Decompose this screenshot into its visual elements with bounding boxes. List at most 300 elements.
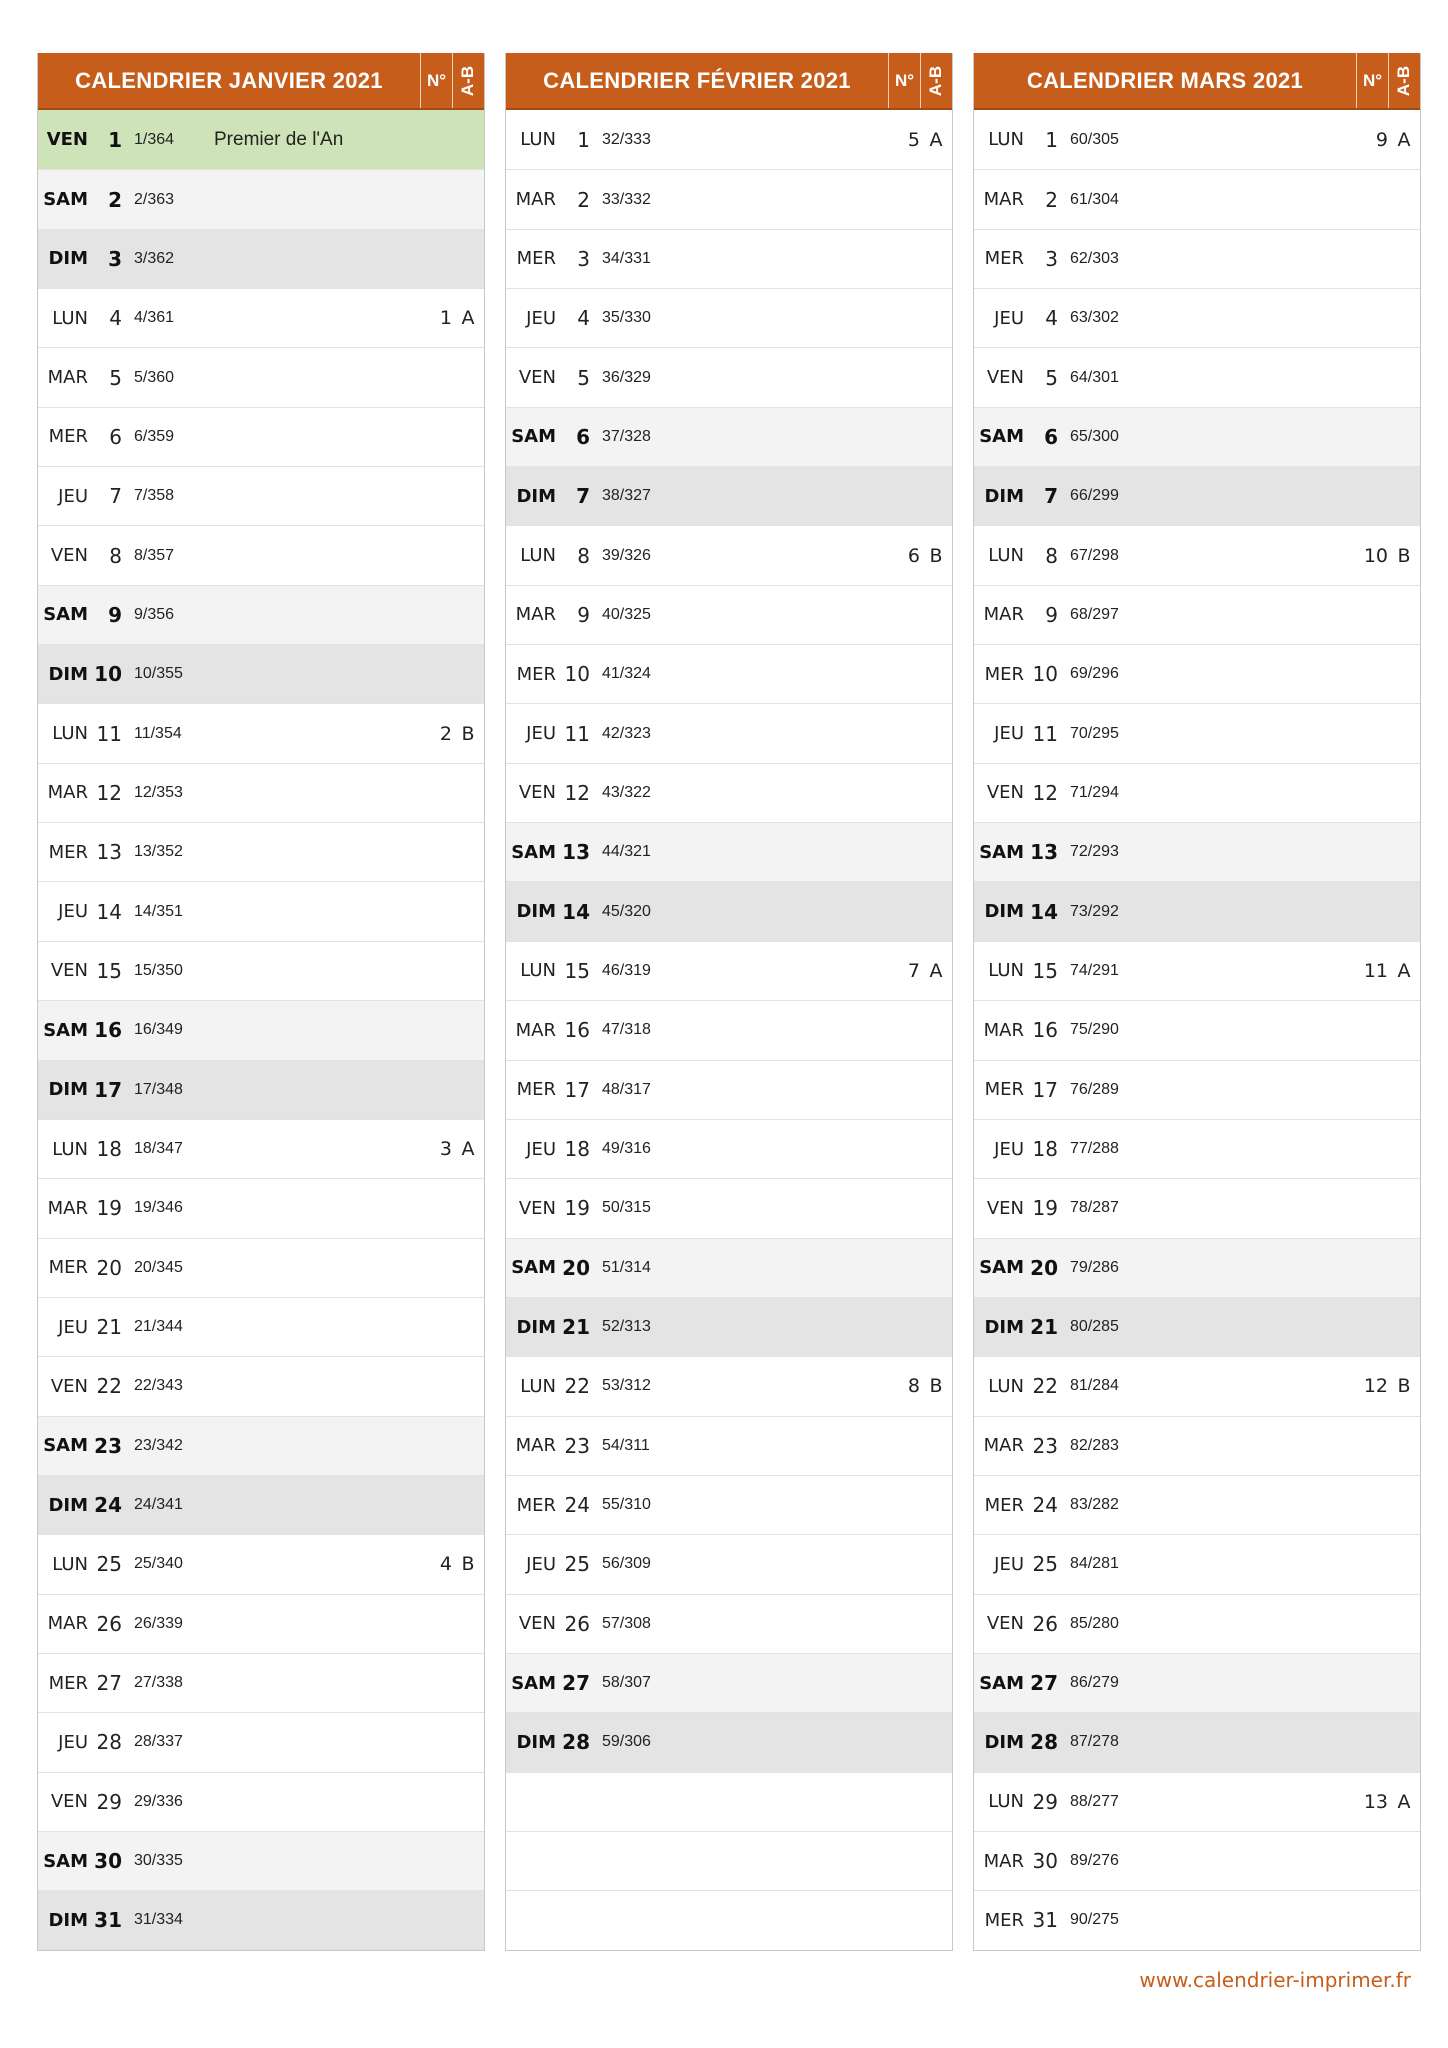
week-number: 12 [1363,1375,1388,1398]
day-row [506,1356,952,1415]
day-number: 16 [1032,1018,1058,1043]
week-ab-label: A [1397,959,1411,982]
day-number: 7 [576,484,590,509]
day-number: 20 [562,1255,590,1280]
day-of-year: 24/341 [134,1496,183,1514]
day-number: 25 [1032,1552,1058,1577]
day-of-year: 16/349 [134,1021,183,1039]
day-number: 9 [577,602,590,627]
day-row [974,703,1420,762]
weekday-label: SAM [43,604,88,626]
day-number: 22 [1032,1374,1058,1399]
day-row [974,1831,1420,1890]
weekday-label: VEN [986,782,1024,804]
day-of-year: 1/364 [134,130,175,148]
day-number: 11 [564,721,590,746]
day-of-year: 14/351 [134,902,183,920]
day-of-year: 29/336 [134,1792,183,1810]
day-number: 2 [1045,187,1058,212]
day-row [974,585,1420,644]
weekday-label: DIM [48,663,88,685]
day-number: 27 [562,1671,590,1696]
weekday-label: MAR [47,782,88,804]
weekday-label: LUN [520,129,556,151]
empty-day-row [506,1831,952,1890]
day-row [38,644,484,703]
day-of-year: 6/359 [134,427,175,445]
day-of-year: 43/322 [602,783,651,801]
day-of-year: 78/287 [1070,1199,1119,1217]
weekday-label: LUN [988,960,1024,982]
day-number: 11 [96,721,122,746]
week-number: 1 [439,307,452,330]
weekday-label: MER [48,841,88,863]
day-number: 17 [94,1077,122,1102]
weekday-label: LUN [520,545,556,567]
day-of-year: 39/326 [602,546,651,564]
weekday-label: DIM [516,485,556,507]
day-of-year: 46/319 [602,961,651,979]
weekday-label: SAM [511,1672,556,1694]
weekday-label: DIM [984,901,1024,923]
day-number: 10 [94,662,122,687]
day-number: 27 [96,1671,122,1696]
weekday-label: MAR [47,367,88,389]
weekday-label: SAM [511,1257,556,1279]
day-row [38,525,484,584]
week-number: 8 [907,1375,920,1398]
day-of-year: 19/346 [134,1199,183,1217]
weekday-label: SAM [43,1019,88,1041]
weekday-label: LUN [52,723,88,745]
day-row [974,1475,1420,1534]
day-row [506,110,952,169]
day-number: 2 [108,187,122,212]
day-row [506,229,952,288]
day-row [974,1416,1420,1475]
day-of-year: 8/357 [134,546,175,564]
day-of-year: 66/299 [1070,487,1119,505]
day-number: 21 [96,1315,122,1340]
weekday-label: LUN [988,1791,1024,1813]
day-number: 20 [1030,1255,1058,1280]
weekday-label: MAR [515,604,556,626]
day-of-year: 17/348 [134,1080,183,1098]
day-row [506,1712,952,1771]
day-number: 12 [96,780,122,805]
day-of-year: 4/361 [134,309,175,327]
month-body [38,110,484,1950]
month-header [506,53,952,110]
week-ab-label: B [929,544,943,567]
weekday-label: JEU [526,307,556,329]
weekday-label: MER [984,248,1024,270]
month-header [974,53,1420,110]
day-of-year: 59/306 [602,1733,651,1751]
weekday-label: LUN [988,545,1024,567]
day-number: 23 [94,1433,122,1458]
day-of-year: 63/302 [1070,309,1119,327]
weekday-label: MER [984,663,1024,685]
day-number: 28 [1030,1730,1058,1755]
day-of-year: 81/284 [1070,1377,1119,1395]
day-row [974,525,1420,584]
weekday-label: JEU [526,1553,556,1575]
day-number: 8 [577,543,590,568]
day-of-year: 58/307 [602,1674,651,1692]
day-of-year: 71/294 [1070,783,1119,801]
day-number: 14 [1030,899,1058,924]
day-row [38,407,484,466]
day-number: 4 [577,306,590,331]
week-ab-label: B [929,1375,943,1398]
day-of-year: 21/344 [134,1318,183,1336]
day-of-year: 36/329 [602,368,651,386]
weekday-label: VEN [518,1197,556,1219]
day-row [506,288,952,347]
day-number: 10 [1032,662,1058,687]
week-number: 11 [1363,959,1388,982]
week-number-column-header: N° [888,53,920,108]
weekday-label: JEU [58,901,88,923]
weekday-label: MER [516,663,556,685]
day-number: 26 [564,1611,590,1636]
day-number: 17 [1032,1077,1058,1102]
day-number: 5 [577,365,590,390]
day-number: 12 [1032,780,1058,805]
day-row [506,1060,952,1119]
day-number: 26 [1032,1611,1058,1636]
day-row [974,466,1420,525]
day-number: 6 [576,424,590,449]
month-title: CALENDRIER MARS 2021 [1026,67,1304,93]
website-footer[interactable]: www.calendrier-imprimer.fr [1139,1968,1411,1992]
weekday-label: MAR [515,1019,556,1041]
day-row [38,881,484,940]
day-number: 4 [1045,306,1058,331]
day-of-year: 18/347 [134,1140,183,1158]
weekday-label: VEN [986,1197,1024,1219]
day-row [38,585,484,644]
weekday-label: DIM [48,1909,88,1931]
day-number: 6 [1044,424,1058,449]
day-number: 24 [564,1493,590,1518]
weekday-label: MAR [47,1197,88,1219]
day-row [506,585,952,644]
week-ab-label: A [1397,128,1411,151]
week-number: 4 [439,1553,452,1576]
day-of-year: 73/292 [1070,902,1119,920]
day-row [974,1890,1420,1949]
day-number: 14 [562,899,590,924]
weekday-label: DIM [48,1494,88,1516]
day-of-year: 13/352 [134,843,183,861]
event-label: Premier de l'An [214,128,344,150]
weekday-label: SAM [511,841,556,863]
weekday-label: DIM [48,1079,88,1101]
week-ab-label: A [929,959,943,982]
day-number: 25 [564,1552,590,1577]
weekday-label: MER [48,426,88,448]
day-row [38,1712,484,1771]
weekday-label: JEU [58,1731,88,1753]
day-number: 22 [96,1374,122,1399]
weekday-label: MAR [983,1019,1024,1041]
day-number: 25 [96,1552,122,1577]
day-number: 1 [108,127,122,152]
weekday-label: JEU [526,723,556,745]
day-row [38,1297,484,1356]
weekday-label: VEN [50,545,88,567]
weekday-label: LUN [52,307,88,329]
day-number: 28 [96,1730,122,1755]
day-number: 4 [109,306,122,331]
day-number: 19 [564,1196,590,1221]
day-row [506,1534,952,1593]
day-number: 31 [94,1908,122,1933]
day-of-year: 38/327 [602,487,651,505]
day-number: 13 [562,840,590,865]
day-of-year: 2/363 [134,190,175,208]
day-of-year: 34/331 [602,249,651,267]
weekday-label: DIM [984,1316,1024,1338]
weekday-label: LUN [52,1138,88,1160]
weekday-label: LUN [52,1553,88,1575]
weekday-label: DIM [516,1731,556,1753]
day-of-year: 42/323 [602,724,651,742]
empty-day-row [506,1890,952,1949]
weekday-label: JEU [994,307,1024,329]
weekday-label: SAM [43,1850,88,1872]
day-row [506,169,952,228]
day-row [38,1653,484,1712]
day-row [506,1416,952,1475]
day-row [506,941,952,1000]
weekday-label: SAM [511,426,556,448]
day-of-year: 80/285 [1070,1318,1119,1336]
week-number: 2 [439,722,452,745]
day-row [38,1890,484,1949]
day-number: 23 [1032,1433,1058,1458]
week-number: 7 [907,959,920,982]
day-number: 17 [564,1077,590,1102]
weekday-label: VEN [50,960,88,982]
weekday-label: DIM [48,248,88,270]
day-of-year: 54/311 [602,1436,650,1454]
day-row [506,407,952,466]
day-number: 16 [94,1018,122,1043]
day-of-year: 61/304 [1070,190,1119,208]
day-row [38,169,484,228]
weekday-label: DIM [984,1731,1024,1753]
day-row [38,1178,484,1237]
day-row [974,229,1420,288]
day-number: 5 [1045,365,1058,390]
day-of-year: 22/343 [134,1377,183,1395]
day-of-year: 31/334 [134,1911,183,1929]
weekday-label: JEU [58,1316,88,1338]
day-number: 24 [1032,1493,1058,1518]
day-of-year: 44/321 [602,843,651,861]
day-of-year: 55/310 [602,1496,651,1514]
day-row [38,1238,484,1297]
week-ab-column-header: A-B [920,53,952,108]
day-number: 19 [96,1196,122,1221]
day-of-year: 72/293 [1070,843,1119,861]
day-of-year: 64/301 [1070,368,1119,386]
weekday-label: DIM [516,901,556,923]
day-row [38,1356,484,1415]
weekday-label: VEN [518,367,556,389]
month-header [38,53,484,110]
week-number-column-header: N° [1356,53,1388,108]
day-number: 14 [96,899,122,924]
day-of-year: 37/328 [602,427,651,445]
weekday-label: VEN [518,1613,556,1635]
day-number: 1 [577,127,590,152]
day-row [974,1712,1420,1771]
day-of-year: 23/342 [134,1436,183,1454]
month-table-january [37,53,485,1951]
week-ab-label: A [1397,1790,1411,1813]
week-number: 13 [1363,1790,1388,1813]
week-number: 3 [439,1138,452,1161]
weekday-label: LUN [988,1375,1024,1397]
day-number: 15 [564,958,590,983]
week-ab-label: A [929,128,943,151]
day-number: 19 [1032,1196,1058,1221]
day-of-year: 67/298 [1070,546,1119,564]
day-row [974,1000,1420,1059]
weekday-label: MER [48,1257,88,1279]
weekday-label: MER [516,1079,556,1101]
empty-day-row [506,1772,952,1831]
day-of-year: 45/320 [602,902,651,920]
month-body [974,110,1420,1950]
day-row [38,941,484,1000]
day-row [506,1297,952,1356]
day-row [38,1772,484,1831]
day-number: 6 [109,424,122,449]
day-row [506,1178,952,1237]
day-of-year: 30/335 [134,1852,183,1870]
day-number: 9 [1045,602,1058,627]
day-number: 1 [1045,127,1058,152]
day-number: 9 [108,602,122,627]
week-ab-label: B [1397,544,1411,567]
day-number: 28 [562,1730,590,1755]
day-number: 13 [96,840,122,865]
week-number-column-header: N° [420,53,452,108]
weekday-label: DIM [516,1316,556,1338]
month-title: CALENDRIER FÉVRIER 2021 [543,67,851,93]
day-of-year: 12/353 [134,783,183,801]
day-row [38,1534,484,1593]
month-title: CALENDRIER JANVIER 2021 [75,67,383,93]
day-row [38,1416,484,1475]
day-of-year: 25/340 [134,1555,183,1573]
day-row [974,1356,1420,1415]
day-row [974,1119,1420,1178]
day-of-year: 32/333 [602,130,651,148]
day-of-year: 57/308 [602,1614,651,1632]
day-row [38,288,484,347]
day-number: 2 [577,187,590,212]
weekday-label: MER [984,1494,1024,1516]
weekday-label: VEN [50,1791,88,1813]
weekday-label: MER [516,248,556,270]
day-row [974,1653,1420,1712]
day-number: 18 [1032,1137,1058,1162]
day-number: 11 [1032,721,1058,746]
day-number: 31 [1032,1908,1058,1933]
day-row [506,1000,952,1059]
day-of-year: 10/355 [134,665,183,683]
day-row [974,288,1420,347]
day-of-year: 5/360 [134,368,175,386]
day-row [506,466,952,525]
day-number: 5 [109,365,122,390]
day-number: 23 [564,1433,590,1458]
weekday-label: JEU [994,723,1024,745]
day-row [974,1297,1420,1356]
day-row [974,1772,1420,1831]
day-number: 22 [564,1374,590,1399]
day-number: 21 [562,1315,590,1340]
day-number: 7 [109,484,122,509]
day-of-year: 85/280 [1070,1614,1119,1632]
day-row [974,822,1420,881]
day-number: 26 [96,1611,122,1636]
day-of-year: 82/283 [1070,1436,1119,1454]
weekday-label: MAR [983,1435,1024,1457]
day-of-year: 47/318 [602,1021,651,1039]
day-of-year: 88/277 [1070,1792,1119,1810]
week-number: 10 [1363,544,1388,567]
weekday-label: SAM [43,1435,88,1457]
day-row [506,822,952,881]
day-of-year: 9/356 [134,605,175,623]
day-row [506,1594,952,1653]
day-row [38,822,484,881]
weekday-label: MER [516,1494,556,1516]
week-ab-label: A [461,1138,475,1161]
day-number: 7 [1044,484,1058,509]
day-row [974,169,1420,228]
day-row [506,1238,952,1297]
day-of-year: 90/275 [1070,1911,1119,1929]
day-of-year: 86/279 [1070,1674,1119,1692]
weekday-label: SAM [979,1257,1024,1279]
weekday-label: MER [48,1672,88,1694]
month-body [506,110,952,1950]
day-of-year: 70/295 [1070,724,1119,742]
day-row [974,1060,1420,1119]
day-of-year: 15/350 [134,961,183,979]
week-number: 9 [1375,128,1388,151]
day-row [38,110,484,169]
day-of-year: 27/338 [134,1674,183,1692]
day-number: 20 [96,1255,122,1280]
day-row [38,1060,484,1119]
weekday-label: MAR [983,1850,1024,1872]
day-number: 29 [1032,1789,1058,1814]
day-row [506,347,952,406]
day-of-year: 87/278 [1070,1733,1119,1751]
day-number: 8 [109,543,122,568]
day-of-year: 69/296 [1070,665,1119,683]
weekday-label: LUN [520,960,556,982]
